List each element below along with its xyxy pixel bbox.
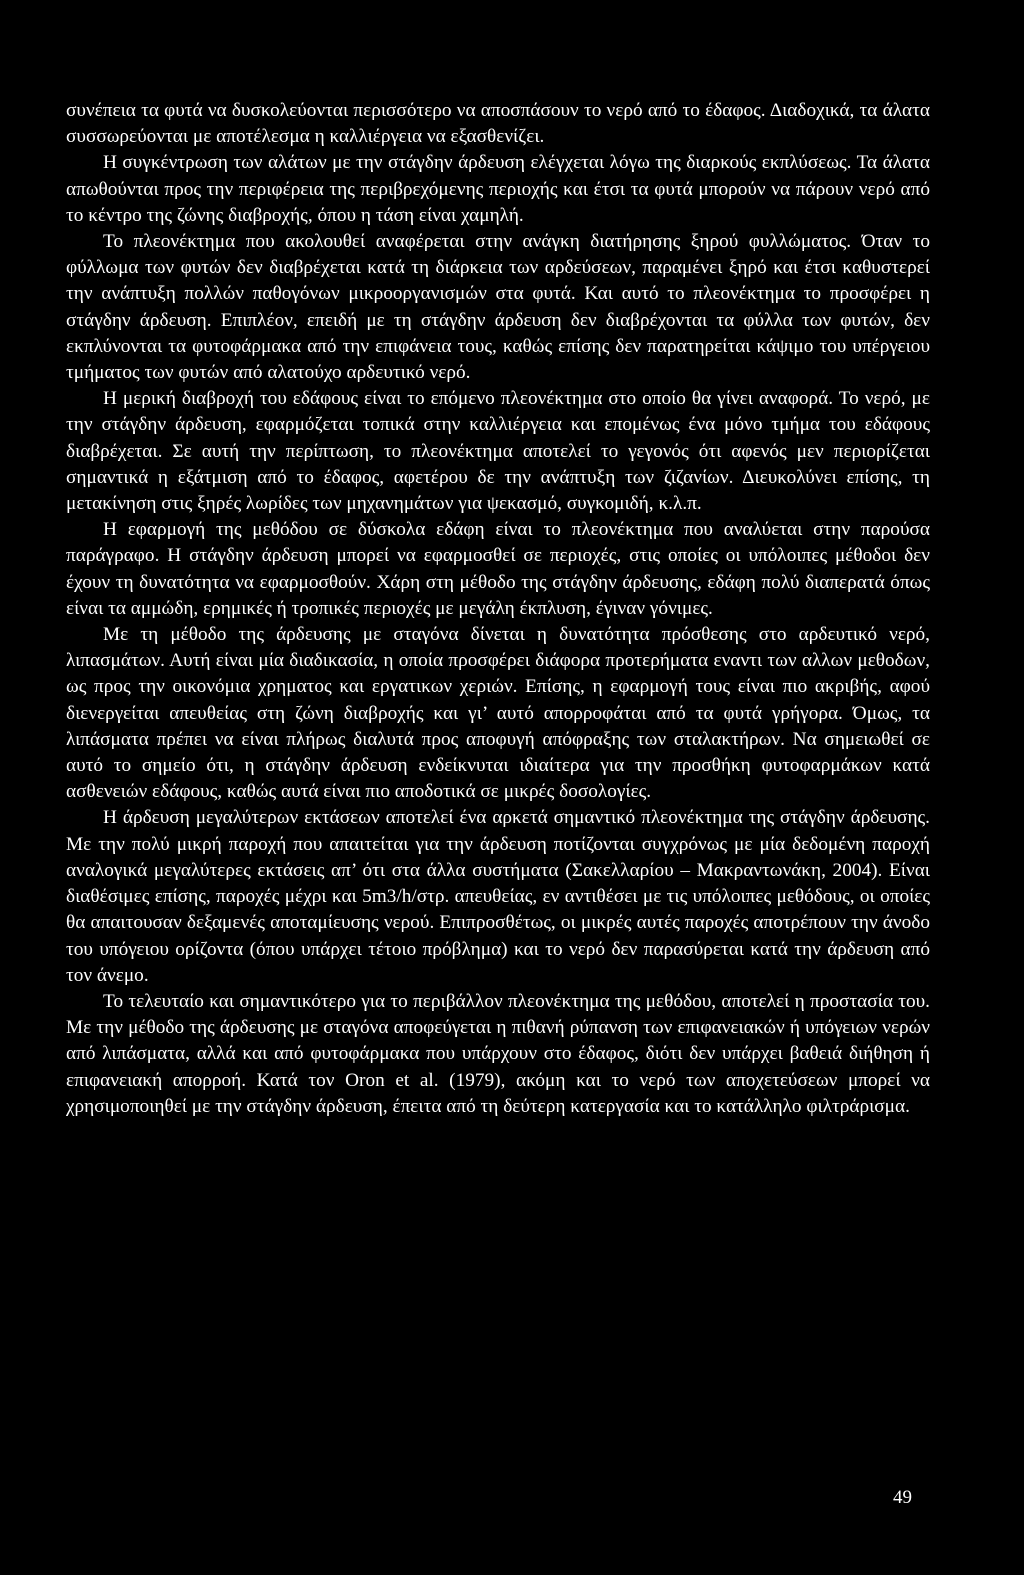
paragraph-7: Η άρδευση μεγαλύτερων εκτάσεων αποτελεί ένα αρκετά σημαντικό πλεονέκτημα της στάγδην άρδευσης. Με την πολύ μικρή παροχή που απαιτείται για την άρδευση ποτίζονται συγχρόνως με μία δεδομένη παροχή αναλογικά μεγαλύτερες εκτάσεις απ’ ότι στα άλλα συστήματα (Σακελλαρίου – Μακραντωνάκη, 2004). Είναι διαθέσιμες επίσης, παροχές μέχρι και 5m3/h/στρ. απευθείας, εν αντιθέσει με τις υπόλοιπες μεθόδους, οι οποίες θα απαιτουσαν δεξαμενές αποταμίευσης νερού. Επιπροσθέτως, οι μικρές αυτές παροχές αποτρέπουν την άνοδο του υπόγειου ορίζοντα (όπου υπάρχει τέτοιο πρόβλημα) και το νερό δεν παρασύρεται κατά την άρδευση από τον άνεμο.	[66, 807, 930, 986]
paragraph-8: Το τελευταίο και σημαντικότερο για το περιβάλλον πλεονέκτημα της μεθόδου, αποτελεί η προστασία του. Με την μέθοδο της άρδευσης με σταγόνα αποφεύγεται η πιθανή ρύπανση των επιφανειακών ή υπόγειων νερών από λιπάσματα, αλλά και από φυτοφάρμακα που υπάρχουν στο έδαφος, διότι δεν υπάρχει βαθειά διήθηση ή επιφανειακή απορροή. Κατά τον Oron et al. (1979), ακόμη και το νερό των αποχετεύσεων μπορεί να χρησιμοποιηθεί με την στάγδην άρδευση, έπειτα από τη δεύτερη κατεργασία και το κατάλληλο φιλτράρισμα.	[66, 990, 930, 1117]
paragraph-4: Η μερική διαβροχή του εδάφους είναι το επόμενο πλεονέκτημα στο οποίο θα γίνει αναφορά. Το νερό, με την στάγδην άρδευση, εφαρμόζεται τοπικά στην καλλιέργεια και επομένως ένα μόνο τμήμα του εδάφους διαβρέχεται. Σε αυτή την περίπτωση, το πλεονέκτημα αποτελεί το γεγονός ότι αφενός μεν περιορίζεται σημαντικά η εξάτμιση από το έδαφος, αφετέρου δε την ανάπτυξη των ζιζανίων. Διευκολύνει επίσης, τη μετακίνηση στις ξηρές λωρίδες των μηχανημάτων για ψεκασμό, συγκομιδή, κ.λ.π.	[66, 388, 930, 515]
paragraph-1: συνέπεια τα φυτά να δυσκολεύονται περισσότερο να αποσπάσουν το νερό από το έδαφος. Διαδοχικά, τα άλατα συσσωρεύονται με αποτέλεσμα η καλλιέργεια να εξασθενίζει.	[66, 100, 930, 148]
page-number: 49	[893, 1487, 912, 1508]
paragraph-2: Η συγκέντρωση των αλάτων με την στάγδην άρδευση ελέγχεται λόγω της διαρκούς εκπλύσεως. Τα άλατα απωθούνται προς την περιφέρεια της περιβρεχόμενης περιοχής και έτσι τα φυτά μπορούν να πάρουν νερό από το κέντρο της ζώνης διαβροχής, όπου η τάση είναι χαμηλή.	[66, 152, 930, 226]
paragraph-6: Με τη μέθοδο της άρδευσης με σταγόνα δίνεται η δυνατότητα πρόσθεσης στο αρδευτικό νερό, λιπασμάτων. Αυτή είναι μία διαδικασία, η οποία προσφέρει διάφορα προτερήματα εναντι των αλλων μεθοδων, ως προς την οικονόμια χρηματος και εργατικων χεριών. Επίσης, η εφαρμογή τους είναι πιο ακριβής, αφού διενεργείται απευθείας στη ζώνη διαβροχής και γι’ αυτό απορροφάται από τα φυτά γρήγορα. Όμως, τα λιπάσματα πρέπει να είναι πλήρως διαλυτά προς αποφυγή απόφραξης των σταλακτήρων. Να σημειωθεί σε αυτό το σημείο ότι, η στάγδην άρδευση ενδείκνυται ιδιαίτερα για την προσθήκη φυτοφαρμάκων κατά ασθενειών εδάφους, καθώς αυτά είναι πιο αποδοτικά σε μικρές δοσολογίες.	[66, 624, 930, 803]
page-body	[66, 98, 930, 1120]
paragraph-3: Το πλεονέκτημα που ακολουθεί αναφέρεται στην ανάγκη διατήρησης ξηρού φυλλώματος. Όταν το φύλλωμα των φυτών δεν διαβρέχεται κατά τη διάρκεια των αρδεύσεων, παραμένει ξηρό και έτσι καθυστερεί την ανάπτυξη πολλών παθογόνων μικροοργανισμών στα φυτά. Και αυτό το πλεονέκτημα το προσφέρει η στάγδην άρδευση. Επιπλέον, επειδή με τη στάγδην άρδευση δεν διαβρέχονται τα φύλλα των φυτών, δεν εκπλύνονται τα φυτοφάρμακα από την επιφάνεια τους, καθώς επίσης δεν παρατηρείται κάψιμο του υπέργειου τμήματος των φυτών από αλατούχο αρδευτικό νερό.	[66, 231, 930, 384]
paragraph-5: Η εφαρμογή της μεθόδου σε δύσκολα εδάφη είναι το πλεονέκτημα που αναλύεται στην παρούσα παράγραφο. Η στάγδην άρδευση μπορεί να εφαρμοσθεί σε περιοχές, στις οποίες οι υπόλοιπες μέθοδοι δεν έχουν τη δυνατότητα να εφαρμοσθούν. Χάρη στη μέθοδο της στάγδην άρδευσης, εδάφη πολύ διαπερατά όπως είναι τα αμμώδη, ερημικές ή τροπικές περιοχές με μεγάλη έκπλυση, έγιναν γόνιμες.	[66, 519, 930, 619]
